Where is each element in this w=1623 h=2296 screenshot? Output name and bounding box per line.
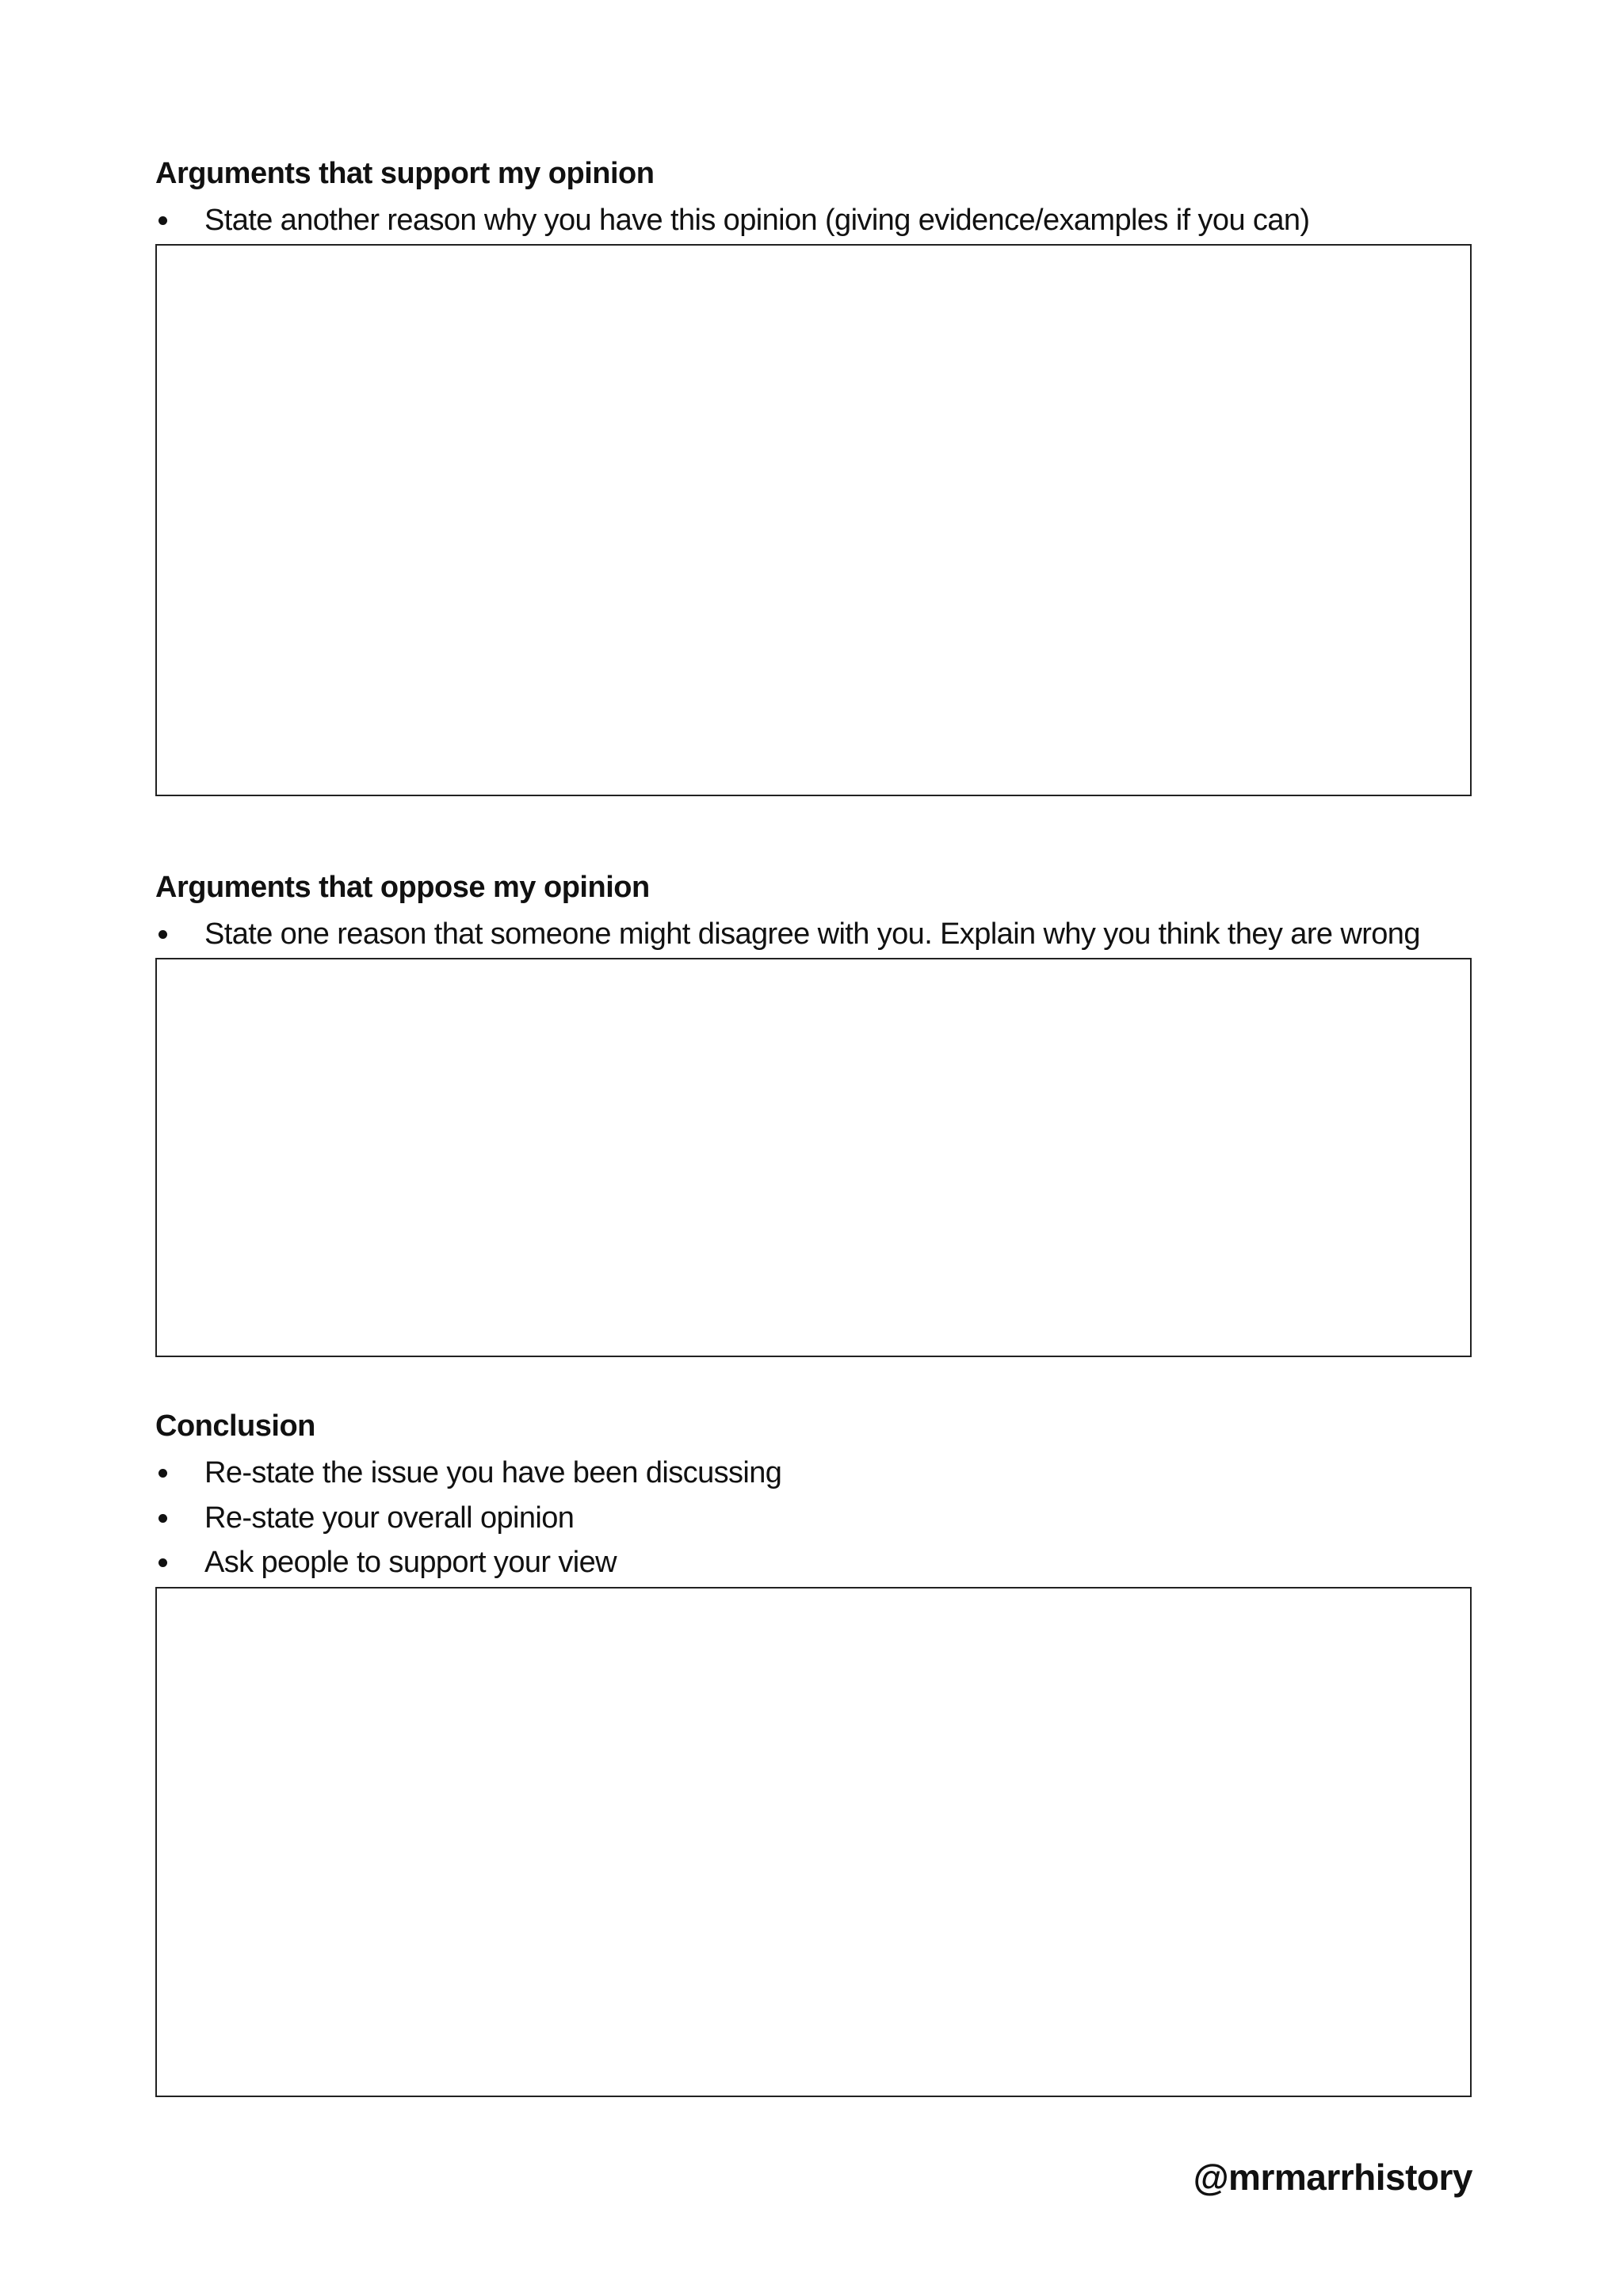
conclusion-bullet-item [155,1540,781,1585]
support-heading: Arguments that support my opinion [155,157,655,190]
bullet-icon [158,1514,167,1523]
support-bullet-text: State another reason why you have this opinion (giving evidence/examples if you can) [204,204,1310,237]
conclusion-bullet-text: Re-state your overall opinion [204,1501,575,1535]
bullet-icon [158,1469,167,1478]
bullet-icon [158,216,167,225]
conclusion-bullet-item [155,1496,781,1541]
oppose-answer-box[interactable] [155,958,1472,1357]
oppose-bullet-list [155,912,1420,957]
bullet-icon [158,1558,167,1567]
oppose-bullet-text: State one reason that someone might disagree with you. Explain why you think they are wrong [204,917,1420,951]
conclusion-bullet-list [155,1451,781,1585]
conclusion-answer-box[interactable] [155,1587,1472,2097]
conclusion-bullet-text: Ask people to support your view [204,1546,617,1579]
oppose-heading: Arguments that oppose my opinion [155,871,650,904]
support-answer-box[interactable] [155,244,1472,796]
conclusion-bullet-item [155,1451,781,1496]
conclusion-bullet-text: Re-state the issue you have been discussing [204,1456,782,1489]
support-bullet-item [155,198,1309,243]
conclusion-heading: Conclusion [155,1409,315,1443]
support-bullet-list [155,198,1309,243]
author-handle: @mrmarrhistory [1193,2157,1472,2198]
bullet-icon [158,930,167,939]
oppose-bullet-item [155,912,1420,957]
